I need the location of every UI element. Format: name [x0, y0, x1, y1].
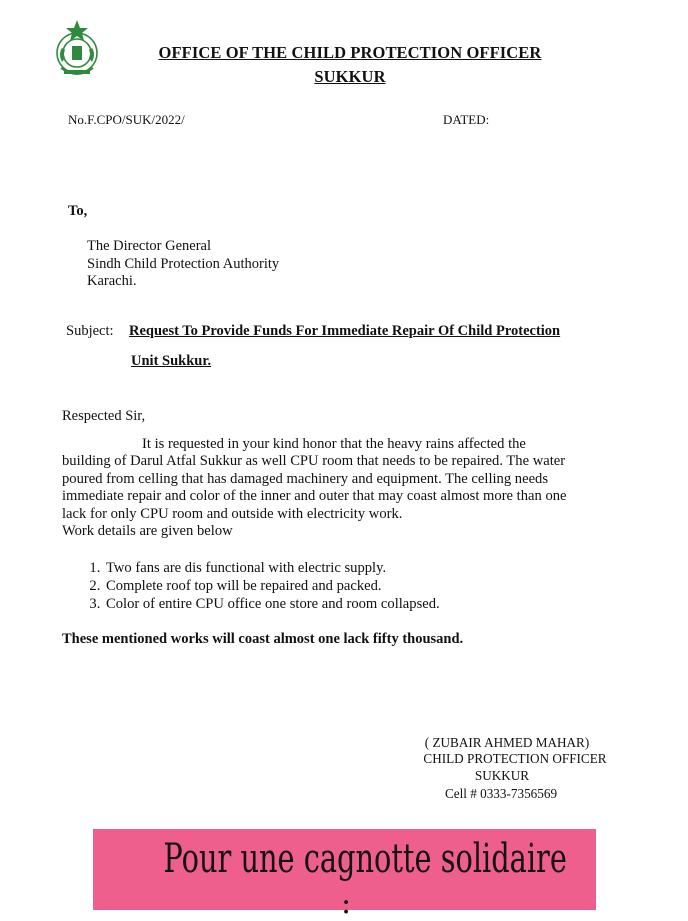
subject-label: Subject: [66, 323, 114, 339]
recipient-line-2: Sindh Child Protection Authority [87, 256, 280, 272]
fundraiser-banner-colon: : [340, 886, 352, 921]
salutation: Respected Sir, [62, 408, 146, 424]
signature-title: CHILD PROTECTION OFFICER [423, 751, 607, 766]
list-item: 3. Color of entire CPU office one store and room collapsed. [104, 596, 664, 614]
signature-city: SUKKUR [474, 768, 530, 783]
closing-statement: These mentioned works will coast almost one lack fifty thousand. [62, 631, 464, 647]
body-line-6: Work details are given below [62, 523, 233, 540]
body-line-4: immediate repair and color of the inner and outer that may coast almost more than one [62, 488, 567, 505]
work-details-list [58, 560, 664, 613]
body-line-2: building of Darul Atfal Sukkur as well CPU room that needs to be repaired. The water [62, 453, 566, 470]
signature-name: ( ZUBAIR AHMED MAHAR) [424, 735, 590, 750]
fundraiser-banner-text: Pour une cagnotte solidaire [163, 836, 567, 882]
recipient-line-3: Karachi. [87, 273, 137, 289]
recipient-line-1: The Director General [87, 238, 211, 254]
body-line-1: It is requested in your kind honor that the heavy rains affected the [142, 436, 526, 452]
to-label: To, [68, 203, 88, 219]
signature-cell: Cell # 0333-7356569 [444, 786, 558, 801]
body-line-5: lack for only CPU room and outside with electricity work. [62, 505, 403, 522]
office-city-heading: SUKKUR [314, 67, 386, 86]
body-line-3: poured from celling that has damaged machinery and equipment. The celling needs [62, 470, 549, 487]
subject-line-2: Unit Sukkur. [131, 353, 212, 369]
list-item: 2. Complete roof top will be repaired and packed. [104, 578, 664, 596]
dated-label: DATED: [443, 112, 490, 127]
subject-line-1: Request To Provide Funds For Immediate Repair Of Child Protection [129, 323, 561, 339]
office-heading: OFFICE OF THE CHILD PROTECTION OFFICER [158, 43, 542, 62]
list-item: 1. Two fans are dis functional with electric supply. [104, 560, 664, 578]
reference-number: No.F.CPO/SUK/2022/ [68, 112, 185, 127]
letter-body [62, 436, 632, 540]
